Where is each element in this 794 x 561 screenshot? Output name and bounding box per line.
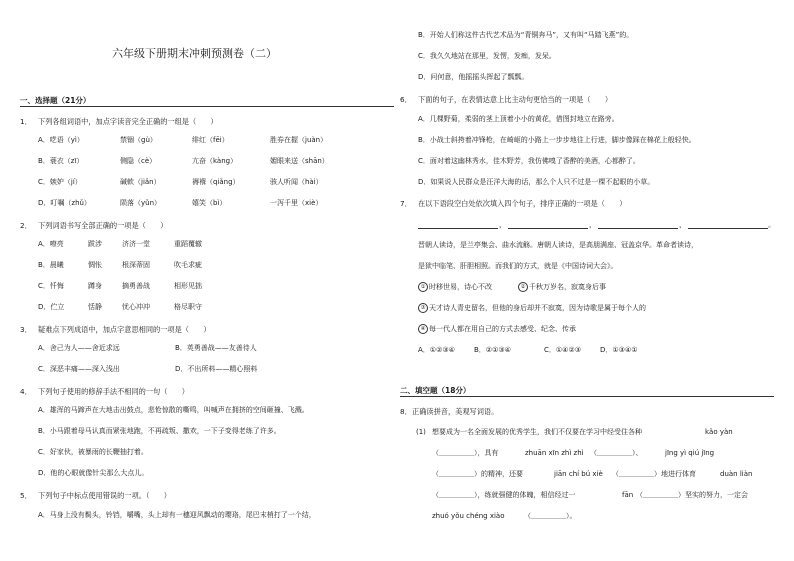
option-c-word: 蹲身 bbox=[88, 282, 102, 290]
item-text: 千秋万岁名，寂寞身后事 bbox=[529, 283, 606, 291]
question-number: 5． bbox=[20, 491, 32, 500]
question-number: 6． bbox=[400, 95, 412, 104]
question-stem: 下列词语书写全部正确的一项是（ ） bbox=[38, 221, 168, 230]
option-a-word: 济济一堂 bbox=[122, 240, 150, 248]
answer-d: D．①③④① bbox=[600, 346, 638, 354]
section-heading-choice: 一、选择题（21分） bbox=[20, 96, 91, 105]
option-b-word: 亢奋（kàng） bbox=[192, 157, 238, 165]
question-number: 7． bbox=[400, 199, 412, 208]
section-divider bbox=[20, 106, 394, 107]
blank-separator: ， bbox=[589, 220, 597, 229]
option-a: A．马身上没有鬓头，铃铛，嚼嘴，头上却有一穗迎风飘动的璎珞，尾巴末梢打了一个结， bbox=[38, 511, 316, 519]
page-title: 六年级下册期末冲刺预测卷（二） bbox=[112, 47, 277, 60]
option-a: A．呓语（yì） bbox=[38, 136, 84, 144]
option-d: D．他的心眼就像针尖那么大点儿。 bbox=[38, 469, 149, 477]
option-c-word: 褥褓（qiǎng） bbox=[192, 178, 240, 186]
section-divider bbox=[400, 396, 774, 397]
option-c-word: 摘勇善战 bbox=[122, 282, 150, 290]
option-d-word: 忧心冲冲 bbox=[122, 303, 150, 311]
option-a-word: 禁锢（gù） bbox=[120, 136, 157, 144]
item-number-circle: ① bbox=[418, 282, 428, 292]
option-d: D．如果说人民群众是汪洋大海的话，那么个人只不过是一棵不起眼的小草。 bbox=[418, 178, 655, 186]
blank-line bbox=[418, 228, 498, 229]
option-c: C．面对着这幽林秀水，佳木野芳，我仿佛嗅了香醉的美酒，心都醉了。 bbox=[418, 157, 640, 165]
option-d-word: 一泻千里（xiè） bbox=[270, 199, 323, 207]
item-text: 天才诗人青史留名，但他的身后却并不寂寞，因为诗歌是属于每个人的 bbox=[429, 304, 646, 312]
item-number-circle: ④ bbox=[418, 324, 428, 334]
question-stem: 疑难点下列成语中，加点字意思相同的一项是（ ） bbox=[38, 325, 211, 334]
section-heading-fill: 二、填空题（18分） bbox=[400, 386, 471, 395]
question-stem: 在以下语段空白处依次填入四个句子，排序正确的一项是（ ） bbox=[418, 199, 627, 208]
pinyin-prompt: fān bbox=[622, 491, 634, 499]
pinyin-prompt: jiān chí bú xiè bbox=[554, 470, 603, 478]
fill-text: 想要成为一名全面发展的优秀学生，我们不仅要在学习中经受住各种 bbox=[432, 428, 642, 436]
fill-text: （＿＿＿＿＿）坚实的努力，一定会 bbox=[636, 491, 748, 499]
item-text: 时移世易，诗心不改 bbox=[429, 283, 492, 291]
question-number: 8． bbox=[400, 407, 412, 416]
pinyin-prompt: jīng yì qiú jīng bbox=[665, 449, 715, 457]
item-text: 每一代人都在用自己的方式去感受、纪念、传承 bbox=[429, 325, 576, 333]
option-b: B．小马跟着母马认真而紧张地跑，不再疏叛、撒欢，一下子变得老练了许多。 bbox=[38, 427, 281, 435]
option-a-word: 绯红（fēi） bbox=[192, 136, 229, 144]
question-stem: 正确读拼音，美观写词语。 bbox=[412, 407, 499, 416]
fill-text: （＿＿＿＿＿）。 bbox=[524, 512, 577, 520]
option-c: C．好家伙，被暴雨的长鞭抽打着。 bbox=[38, 448, 148, 456]
fill-text: （＿＿＿＿＿）的精神，还要 bbox=[432, 470, 523, 478]
blank-separator: ， bbox=[679, 220, 687, 229]
option-d-word: 陨落（yǔn） bbox=[120, 199, 162, 207]
blank-line bbox=[598, 228, 678, 229]
option-a: A．嘹亮 bbox=[38, 240, 64, 248]
pinyin-prompt: duàn liàn bbox=[720, 470, 753, 478]
option-d: D．问何意，他摇摇头挥起了瓢瓢。 bbox=[418, 73, 529, 81]
option-a: A．舍己为人——舍近求远 bbox=[38, 344, 120, 352]
blank-end: 。 bbox=[768, 220, 776, 229]
fill-text: （＿＿＿＿＿），练就强健的体魄，相信经过一 bbox=[432, 491, 576, 499]
option-d: D．不出所料——精心照料 bbox=[175, 365, 258, 373]
option-b-word: 惆怅 bbox=[88, 261, 102, 269]
question-stem: 下列各组词语中，加点字读音完全正确的一组是（ ） bbox=[38, 117, 218, 126]
option-c: C．深恶丰痛——深入浅出 bbox=[38, 365, 120, 373]
option-d: D．伫立 bbox=[38, 303, 65, 311]
option-c: C．嫉妒（jí） bbox=[38, 178, 82, 186]
question-number: 4． bbox=[20, 387, 32, 396]
fill-text: （＿＿＿＿＿）、 bbox=[590, 449, 643, 457]
question-number: 2． bbox=[20, 221, 32, 230]
option-a: A．几棵野菊，柔弱的茎上顶着小小的黄花，借图封地立在路旁。 bbox=[418, 115, 619, 123]
question-number: 3． bbox=[20, 325, 32, 334]
option-c: C．我久久地站在那里，发愣，发痴，发呆。 bbox=[418, 52, 556, 60]
option-c-word: 骇人听闻（hài） bbox=[270, 178, 323, 186]
pinyin-prompt: zhuān xīn zhì zhì bbox=[525, 449, 584, 457]
fill-text: （＿＿＿＿＿）地进行体育 bbox=[612, 470, 696, 478]
pinyin-prompt: kǎo yàn bbox=[705, 428, 733, 436]
option-a-word: 跋涉 bbox=[88, 240, 102, 248]
option-d-word: 格尽职守 bbox=[174, 303, 202, 311]
option-b-word: 根深蒂固 bbox=[122, 261, 150, 269]
option-c-word: 碱軟（jiǎn） bbox=[120, 178, 161, 186]
blank-line bbox=[688, 228, 768, 229]
answer-c: C．①④②③ bbox=[544, 346, 581, 354]
question-stem: 下列句子使用的修辞手法不相同的一句（ ） bbox=[38, 387, 189, 396]
option-d: D．叮嘱（zhǔ） bbox=[38, 199, 91, 207]
option-c: C．忏悔 bbox=[38, 282, 64, 290]
blank-separator: ， bbox=[499, 220, 507, 229]
option-d-word: 恬静 bbox=[88, 303, 102, 311]
pinyin-prompt: zhuó yǒu chéng xiào bbox=[432, 512, 505, 520]
option-b: B．晨曦 bbox=[38, 261, 64, 269]
question-stem: 下面的句子，在表情达意上比主动句更恰当的一项是（ ） bbox=[418, 95, 613, 104]
option-d-word: 嬉笑（bì） bbox=[192, 199, 227, 207]
blank-line bbox=[508, 228, 588, 229]
answer-b: B．②①③④ bbox=[474, 346, 511, 354]
option-b-word: 媚眼来送（shān） bbox=[270, 157, 329, 165]
option-a-word: 重蹈覆辙 bbox=[174, 240, 202, 248]
option-a-word: 胜券在握（juàn） bbox=[270, 136, 328, 144]
option-a: A．雄浑的马蹄声在大地击出鼓点，悲怆惊散的嘶鸣，叫喊声在拥挤的空间砸撞、飞溅。 bbox=[38, 406, 309, 414]
answer-a: A．①②③④ bbox=[418, 346, 455, 354]
passage-line: 晋朝人读诗，是兰亭集会、曲水流觞。唐朝人读诗，是高朋满座、冠盖京华。革命者读诗， bbox=[418, 241, 698, 249]
option-b-word: 吹毛求疵 bbox=[174, 261, 202, 269]
question-stem: 下列句子中标点使用错误的一项。（ ） bbox=[38, 491, 171, 500]
option-b-word: 侧隐（cè） bbox=[120, 157, 157, 165]
option-b: B．小战士斜挎着冲锋枪，在崎岖的小路上一步步地往上行进，脚步像踩在棉花上般轻快。 bbox=[418, 136, 696, 144]
option-b: B．英勇善战——友善待人 bbox=[175, 344, 257, 352]
option-c-word: 相形见拙 bbox=[174, 282, 202, 290]
question-number: 1． bbox=[20, 117, 32, 126]
item-number-circle: ② bbox=[518, 282, 528, 292]
sub-question-number: (1) bbox=[416, 428, 426, 436]
option-b: B．蓑衣（zī） bbox=[38, 157, 84, 165]
passage-line: 是狱中临笔、肝胆相照。而我们的方式，就是《中国诗词大会》。 bbox=[418, 262, 618, 270]
option-b: B．开始人们称这件古代艺术品为“青铜奔马”，又有叫“马踏飞燕”的。 bbox=[418, 31, 634, 39]
item-number-circle: ③ bbox=[418, 303, 428, 313]
fill-text: （＿＿＿＿＿），具有 bbox=[432, 449, 499, 457]
